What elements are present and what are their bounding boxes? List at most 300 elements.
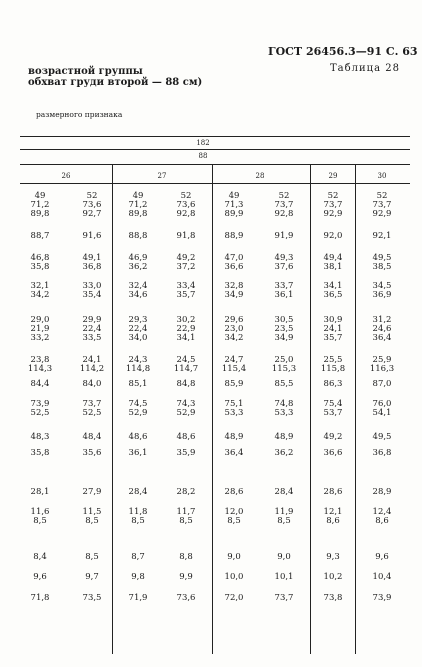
table-cell: [31, 282, 50, 300]
table-cell: [275, 594, 294, 603]
table-cell: [225, 433, 244, 442]
table-cell: [31, 449, 50, 458]
cell-value: 28,1: [30, 487, 50, 497]
table-cell: [177, 433, 196, 442]
table-cell: [31, 433, 50, 442]
cell-value: 52: [180, 191, 192, 201]
table-cell: [373, 573, 392, 582]
cell-value: 89,9: [224, 209, 244, 219]
table-cell: [177, 192, 196, 219]
cell-value: 35,9: [176, 448, 196, 458]
table-cell: [31, 380, 50, 389]
table-cell: [275, 282, 294, 300]
header-value-88: 88: [198, 152, 208, 160]
cell-value: 53,3: [274, 408, 294, 418]
cell-value: 46,9: [128, 253, 148, 263]
table-cell: [373, 449, 392, 458]
table-cell: [131, 553, 145, 562]
cell-value: 115,8: [320, 364, 346, 374]
cell-value: 74,3: [176, 399, 196, 409]
table-cell: [275, 192, 294, 219]
table-cell: [129, 594, 148, 603]
table-cell: [129, 254, 148, 272]
table-cell: [373, 594, 392, 603]
cell-value: 11,5: [82, 507, 102, 517]
cell-value: 73,9: [30, 399, 50, 409]
cell-value: 52: [327, 191, 339, 201]
cell-value: 36,1: [274, 290, 294, 300]
table-cell: [373, 282, 392, 300]
cell-value: 92,1: [372, 231, 392, 241]
cell-value: 34,9: [224, 290, 244, 300]
cell-value: 12,1: [323, 507, 343, 517]
table-cell: [324, 254, 343, 272]
cell-value: 53,7: [323, 408, 343, 418]
cell-value: 52,5: [30, 408, 50, 418]
cell-value: 36,2: [274, 448, 294, 458]
cell-value: 92,9: [372, 209, 392, 219]
table-cell: [177, 594, 196, 603]
cell-value: 10,0: [224, 572, 244, 582]
cell-value: 48,9: [224, 432, 244, 442]
cell-value: 8,5: [277, 516, 291, 526]
cell-value: 88,8: [128, 231, 148, 241]
table-cell: [177, 316, 196, 343]
cell-value: 36,1: [128, 448, 148, 458]
table-cell: [225, 488, 244, 497]
column-header: 30: [377, 172, 387, 180]
cell-value: 11,8: [128, 507, 148, 517]
cell-value: 114,7: [173, 364, 199, 374]
cell-value: 35,4: [82, 290, 102, 300]
cell-value: 8,7: [131, 552, 145, 562]
table-cell: [129, 282, 148, 300]
cell-value: 71,8: [30, 593, 50, 603]
cell-value: 92,7: [82, 209, 102, 219]
cell-value: 33,2: [30, 333, 50, 343]
table-cell: [129, 380, 148, 389]
standard-reference: ГОСТ 26456.3—91 С. 63: [268, 45, 418, 58]
cell-value: 49,1: [82, 253, 102, 263]
table-cell: [275, 232, 294, 241]
cell-value: 71,9: [128, 593, 148, 603]
cell-value: 32,1: [30, 281, 50, 291]
cell-value: 10,4: [372, 572, 392, 582]
cell-value: 84,4: [30, 379, 50, 389]
cell-value: 35,6: [82, 448, 102, 458]
cell-value: 8,5: [131, 516, 145, 526]
table-cell: [225, 192, 244, 219]
table-cell: [225, 594, 244, 603]
cell-value: 23,5: [274, 324, 294, 334]
cell-value: 46,8: [30, 253, 50, 263]
cell-value: 27,9: [82, 487, 102, 497]
cell-value: 49,4: [323, 253, 343, 263]
cell-value: 52: [278, 191, 290, 201]
table-cell: [373, 488, 392, 497]
cell-value: 33,5: [82, 333, 102, 343]
table-cell: [31, 254, 50, 272]
cell-value: 92,0: [323, 231, 343, 241]
cell-value: 36,6: [323, 448, 343, 458]
table-cell: [324, 232, 343, 241]
table-cell: [83, 232, 102, 241]
table-cell: [85, 553, 99, 562]
cell-value: 28,9: [372, 487, 392, 497]
header-line-1: возрастной группы: [28, 66, 143, 77]
table-cell: [370, 356, 394, 374]
cell-value: 34,5: [372, 281, 392, 291]
table-cell: [324, 316, 343, 343]
cell-value: 28,6: [323, 487, 343, 497]
cell-value: 36,4: [372, 333, 392, 343]
cell-value: 35,7: [176, 290, 196, 300]
table-cell: [129, 192, 148, 219]
table-cell: [373, 380, 392, 389]
cell-value: 52: [376, 191, 388, 201]
cell-value: 87,0: [372, 379, 392, 389]
cell-value: 8,5: [85, 552, 99, 562]
cell-value: 34,2: [224, 333, 244, 343]
cell-value: 8,4: [33, 552, 47, 562]
table-cell: [324, 449, 343, 458]
cell-value: 24,1: [82, 355, 102, 365]
cell-value: 52,9: [176, 408, 196, 418]
table-cell: [80, 356, 104, 374]
cell-value: 34,9: [274, 333, 294, 343]
cell-value: 48,6: [128, 432, 148, 442]
cell-value: 36,8: [82, 262, 102, 272]
cell-value: 73,7: [82, 399, 102, 409]
cell-value: 35,7: [323, 333, 343, 343]
table-cell: [177, 232, 196, 241]
cell-value: 53,3: [224, 408, 244, 418]
cell-value: 11,9: [274, 507, 294, 517]
cell-value: 92,8: [176, 209, 196, 219]
cell-value: 29,6: [224, 315, 244, 325]
cell-value: 29,9: [82, 315, 102, 325]
table-cell: [174, 356, 198, 374]
table-cell: [31, 232, 50, 241]
cell-value: 88,7: [30, 231, 50, 241]
cell-value: 86,3: [323, 379, 343, 389]
table-cell: [31, 508, 50, 526]
cell-value: 24,3: [128, 355, 148, 365]
table-cell: [129, 488, 148, 497]
cell-value: 49,3: [274, 253, 294, 263]
table-cell: [373, 433, 392, 442]
cell-value: 91,9: [274, 231, 294, 241]
column-header: 28: [255, 172, 265, 180]
table-cell: [375, 553, 389, 562]
cell-value: 31,2: [372, 315, 392, 325]
cell-value: 8,8: [179, 552, 193, 562]
cell-value: 73,8: [323, 593, 343, 603]
cell-value: 115,4: [221, 364, 247, 374]
cell-value: 49,2: [176, 253, 196, 263]
cell-value: 24,6: [372, 324, 392, 334]
table-cell: [129, 449, 148, 458]
cell-value: 73,6: [176, 200, 196, 210]
table-cell: [373, 508, 392, 526]
cell-value: 37,6: [274, 262, 294, 272]
cell-value: 75,1: [224, 399, 244, 409]
table-cell: [373, 192, 392, 219]
cell-value: 114,2: [79, 364, 105, 374]
cell-value: 49,2: [323, 432, 343, 442]
cell-value: 115,3: [271, 364, 297, 374]
cell-value: 48,3: [30, 432, 50, 442]
table-cell: [177, 488, 196, 497]
table-cell: [83, 433, 102, 442]
table-cell: [31, 192, 50, 219]
cell-value: 9,8: [131, 572, 145, 582]
cell-value: 73,6: [176, 593, 196, 603]
table-cell: [324, 380, 343, 389]
table-cell: [225, 232, 244, 241]
cell-value: 24,7: [224, 355, 244, 365]
table-cell: [83, 380, 102, 389]
cell-value: 73,6: [82, 200, 102, 210]
cell-value: 73,7: [372, 200, 392, 210]
column-header: 27: [157, 172, 167, 180]
header-value-182: 182: [196, 139, 210, 147]
cell-value: 52: [86, 191, 98, 201]
cell-value: 9,0: [277, 552, 291, 562]
cell-value: 36,2: [128, 262, 148, 272]
table-cell: [83, 400, 102, 418]
cell-value: 32,8: [224, 281, 244, 291]
cell-value: 48,9: [274, 432, 294, 442]
cell-value: 52,9: [128, 408, 148, 418]
cell-value: 25,0: [274, 355, 294, 365]
table-cell: [225, 282, 244, 300]
cell-value: 36,5: [323, 290, 343, 300]
table-cell: [275, 400, 294, 418]
table-cell: [177, 449, 196, 458]
table-cell: [131, 573, 145, 582]
cell-value: 36,8: [372, 448, 392, 458]
cell-value: 8,5: [33, 516, 47, 526]
table-cell: [275, 449, 294, 458]
table-cell: [275, 488, 294, 497]
cell-value: 35,8: [30, 262, 50, 272]
column-header: 29: [328, 172, 338, 180]
cell-value: 34,1: [176, 333, 196, 343]
table-cell: [179, 573, 193, 582]
cell-value: 22,4: [82, 324, 102, 334]
table-cell: [177, 254, 196, 272]
cell-value: 9,0: [227, 552, 241, 562]
table-cell: [33, 573, 47, 582]
table-cell: [275, 254, 294, 272]
table-cell: [225, 573, 244, 582]
table-cell: [31, 316, 50, 343]
table-cell: [373, 254, 392, 272]
cell-value: 36,9: [372, 290, 392, 300]
cell-value: 49: [132, 191, 144, 201]
table-label: Таблица 28: [330, 63, 400, 74]
cell-value: 75,4: [323, 399, 343, 409]
cell-value: 49,5: [372, 253, 392, 263]
cell-value: 21,9: [30, 324, 50, 334]
table-cell: [326, 553, 340, 562]
cell-value: 8,6: [375, 516, 389, 526]
cell-value: 91,6: [82, 231, 102, 241]
cell-value: 36,6: [224, 262, 244, 272]
cell-value: 8,5: [85, 516, 99, 526]
cell-value: 32,4: [128, 281, 148, 291]
table-cell: [324, 488, 343, 497]
cell-value: 85,9: [224, 379, 244, 389]
cell-value: 48,6: [176, 432, 196, 442]
table-cell: [222, 356, 246, 374]
cell-value: 22,4: [128, 324, 148, 334]
cell-value: 11,7: [176, 507, 196, 517]
cell-value: 37,2: [176, 262, 196, 272]
table-cell: [225, 316, 244, 343]
table-cell: [225, 380, 244, 389]
table-cell: [83, 282, 102, 300]
cell-value: 52,5: [82, 408, 102, 418]
cell-value: 49,5: [372, 432, 392, 442]
cell-value: 8,5: [179, 516, 193, 526]
table-cell: [324, 573, 343, 582]
table-cell: [83, 508, 102, 526]
cell-value: 38,1: [323, 262, 343, 272]
table-cell: [275, 380, 294, 389]
cell-value: 54,1: [372, 408, 392, 418]
table-cell: [177, 400, 196, 418]
table-cell: [324, 192, 343, 219]
cell-value: 9,7: [85, 572, 99, 582]
table-cell: [31, 594, 50, 603]
cell-value: 8,5: [227, 516, 241, 526]
header-line-2: обхват груди второй — 88 см): [28, 77, 203, 88]
table-cell: [177, 380, 196, 389]
table-cell: [324, 433, 343, 442]
table-cell: [324, 282, 343, 300]
table-cell: [324, 400, 343, 418]
table-cell: [227, 553, 241, 562]
cell-value: 71,3: [224, 200, 244, 210]
cell-value: 33,0: [82, 281, 102, 291]
table-cell: [83, 488, 102, 497]
table-cell: [272, 356, 296, 374]
cell-value: 34,2: [30, 290, 50, 300]
cell-value: 73,9: [372, 593, 392, 603]
cell-value: 116,3: [369, 364, 395, 374]
cell-value: 92,9: [323, 209, 343, 219]
cell-value: 49: [228, 191, 240, 201]
table-cell: [277, 553, 291, 562]
cell-value: 49: [34, 191, 46, 201]
cell-value: 74,5: [128, 399, 148, 409]
table-cell: [321, 356, 345, 374]
cell-value: 12,0: [224, 507, 244, 517]
cell-value: 34,6: [128, 290, 148, 300]
cell-value: 30,5: [274, 315, 294, 325]
table-cell: [129, 400, 148, 418]
cell-value: 29,3: [128, 315, 148, 325]
table-cell: [31, 488, 50, 497]
cell-value: 24,1: [323, 324, 343, 334]
cell-value: 28,4: [274, 487, 294, 497]
table-cell: [129, 232, 148, 241]
table-cell: [324, 508, 343, 526]
cell-value: 9,6: [33, 572, 47, 582]
cell-value: 73,7: [323, 200, 343, 210]
cell-value: 85,1: [128, 379, 148, 389]
cell-value: 28,2: [176, 487, 196, 497]
table-cell: [129, 433, 148, 442]
cell-value: 89,8: [128, 209, 148, 219]
table-cell: [177, 508, 196, 526]
cell-value: 72,0: [224, 593, 244, 603]
cell-value: 36,4: [224, 448, 244, 458]
cell-value: 23,0: [224, 324, 244, 334]
cell-value: 12,4: [372, 507, 392, 517]
cell-value: 33,4: [176, 281, 196, 291]
cell-value: 47,0: [224, 253, 244, 263]
table-cell: [373, 232, 392, 241]
cell-value: 84,0: [82, 379, 102, 389]
cell-value: 73,7: [274, 593, 294, 603]
cell-value: 11,6: [30, 507, 50, 517]
table-cell: [83, 316, 102, 343]
cell-value: 33,7: [274, 281, 294, 291]
cell-value: 89,8: [30, 209, 50, 219]
cell-value: 74,8: [274, 399, 294, 409]
table-cell: [33, 553, 47, 562]
cell-value: 35,8: [30, 448, 50, 458]
cell-value: 91,8: [176, 231, 196, 241]
sub-caption: размерного признака: [36, 110, 123, 119]
cell-value: 73,7: [274, 200, 294, 210]
table-cell: [373, 400, 392, 418]
cell-value: 92,8: [274, 209, 294, 219]
cell-value: 84,8: [176, 379, 196, 389]
cell-value: 73,5: [82, 593, 102, 603]
table-cell: [373, 316, 392, 343]
cell-value: 85,5: [274, 379, 294, 389]
cell-value: 28,4: [128, 487, 148, 497]
table-cell: [225, 254, 244, 272]
table-cell: [275, 573, 294, 582]
cell-value: 71,2: [30, 200, 50, 210]
column-header: 26: [61, 172, 71, 180]
table-cell: [225, 400, 244, 418]
table-cell: [177, 282, 196, 300]
table-cell: [129, 316, 148, 343]
cell-value: 23,8: [30, 355, 50, 365]
cell-value: 29,0: [30, 315, 50, 325]
table-cell: [126, 356, 150, 374]
cell-value: 114,8: [125, 364, 151, 374]
cell-value: 10,2: [323, 572, 343, 582]
table-cell: [83, 449, 102, 458]
table-cell: [225, 508, 244, 526]
table-cell: [31, 400, 50, 418]
cell-value: 9,6: [375, 552, 389, 562]
cell-value: 71,2: [128, 200, 148, 210]
table-cell: [83, 192, 102, 219]
cell-value: 9,3: [326, 552, 340, 562]
table-cell: [83, 254, 102, 272]
cell-value: 30,2: [176, 315, 196, 325]
cell-value: 25,9: [372, 355, 392, 365]
table-cell: [129, 508, 148, 526]
